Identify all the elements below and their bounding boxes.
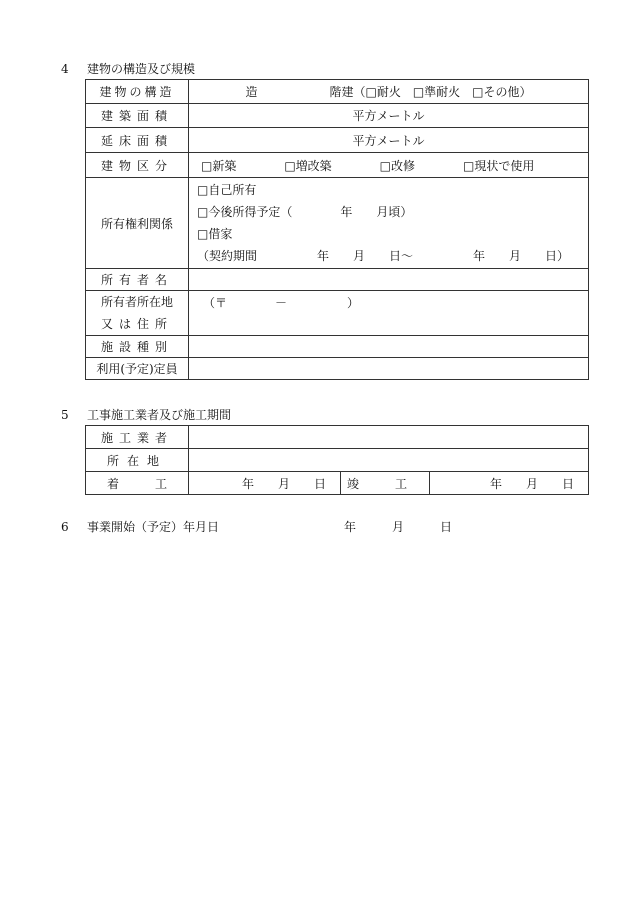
ownership-rent-option[interactable]: □借家 bbox=[197, 227, 233, 241]
structure-label: 建物の構造 bbox=[86, 80, 189, 104]
section-6-heading bbox=[61, 518, 219, 535]
ownership-options bbox=[189, 178, 589, 269]
owner-address-label bbox=[86, 291, 189, 336]
contractor-row bbox=[86, 426, 589, 449]
section-4-title: 建物の構造及び規模 bbox=[87, 62, 196, 76]
owner-address-value[interactable]: （〒 － ） bbox=[189, 291, 589, 336]
building-structure-table bbox=[85, 79, 589, 380]
business-start-date[interactable]: 年 月 日 bbox=[344, 520, 453, 534]
floor-area-value[interactable]: 平方メートル bbox=[189, 128, 589, 153]
building-type-options[interactable]: □新築 □増改築 □改修 □現状で使用 bbox=[189, 153, 589, 178]
start-date[interactable]: 年 月 日 bbox=[189, 472, 341, 495]
building-area-value[interactable]: 平方メートル bbox=[189, 104, 589, 128]
contract-period[interactable]: （契約期間 年 月 日～ 年 月 日） bbox=[197, 249, 570, 263]
section-4-number: 4 bbox=[61, 62, 69, 76]
facility-type-label: 施設種別 bbox=[86, 336, 189, 358]
facility-type-row bbox=[86, 336, 589, 358]
owner-name-row bbox=[86, 269, 589, 291]
ownership-row bbox=[86, 178, 589, 269]
building-area-row bbox=[86, 104, 589, 128]
ownership-own-option[interactable]: □自己所有 bbox=[197, 183, 257, 197]
capacity-value[interactable] bbox=[189, 358, 589, 380]
location-label: 所在地 bbox=[86, 449, 189, 472]
floor-area-label: 延床面積 bbox=[86, 128, 189, 153]
end-label: 竣 工 bbox=[341, 472, 430, 495]
owner-address-row bbox=[86, 291, 589, 336]
ownership-planned-option[interactable]: □今後所得予定（ 年 月頃） bbox=[197, 205, 413, 219]
location-value[interactable] bbox=[189, 449, 589, 472]
location-row bbox=[86, 449, 589, 472]
section-6-number: 6 bbox=[61, 520, 69, 534]
owner-name-value[interactable] bbox=[189, 269, 589, 291]
period-row bbox=[86, 472, 589, 495]
owner-address-label-line2: 又は住所 bbox=[100, 317, 173, 331]
owner-name-label: 所有者名 bbox=[86, 269, 189, 291]
building-type-label: 建物区分 bbox=[86, 153, 189, 178]
contractor-label: 施工業者 bbox=[86, 426, 189, 449]
facility-type-value[interactable] bbox=[189, 336, 589, 358]
structure-value[interactable]: 造 階建（□耐火 □準耐火 □その他） bbox=[189, 80, 589, 104]
building-area-label: 建築面積 bbox=[86, 104, 189, 128]
floor-area-row bbox=[86, 128, 589, 153]
start-label: 着 工 bbox=[86, 472, 189, 495]
structure-row bbox=[86, 80, 589, 104]
capacity-row bbox=[86, 358, 589, 380]
section-5-heading bbox=[61, 406, 231, 423]
end-date[interactable]: 年 月 日 bbox=[430, 472, 589, 495]
owner-address-label-line1: 所有者所在地 bbox=[100, 295, 173, 309]
section-5-title: 工事施工業者及び施工期間 bbox=[87, 408, 232, 422]
section-6-title: 事業開始（予定）年月日 bbox=[87, 520, 220, 534]
section-5-number: 5 bbox=[61, 408, 69, 422]
building-type-row bbox=[86, 153, 589, 178]
construction-table bbox=[85, 425, 589, 495]
capacity-label: 利用(予定)定員 bbox=[86, 358, 189, 380]
ownership-label: 所有権利関係 bbox=[86, 178, 189, 269]
section-4-heading bbox=[61, 60, 195, 77]
contractor-value[interactable] bbox=[189, 426, 589, 449]
